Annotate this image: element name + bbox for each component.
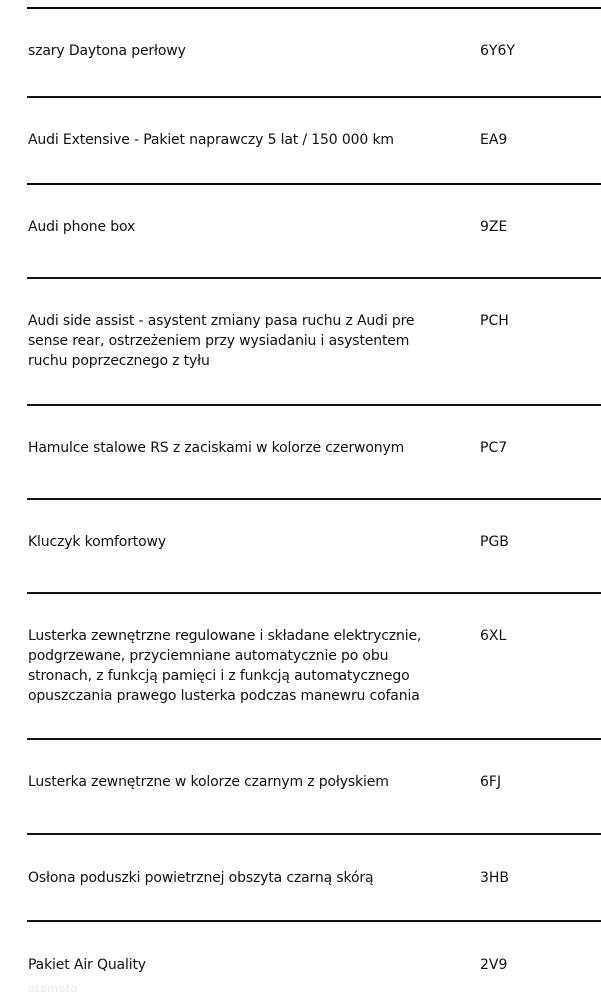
equipment-code: 3HB bbox=[480, 870, 510, 886]
equipment-name: Audi Extensive - Pakiet naprawczy 5 lat / 150 000 km bbox=[28, 132, 394, 148]
row-divider bbox=[27, 183, 601, 185]
equipment-name: Audi phone box bbox=[28, 219, 136, 235]
equipment-code: 2V9 bbox=[480, 957, 508, 973]
row-divider bbox=[27, 96, 601, 98]
row-divider bbox=[27, 404, 601, 406]
equipment-name: Kluczyk komfortowy bbox=[28, 534, 166, 550]
equipment-code: 6Y6Y bbox=[480, 43, 515, 59]
row-divider bbox=[27, 738, 601, 740]
equipment-name: Hamulce stalowe RS z zaciskami w kolorze czerwonym bbox=[28, 440, 405, 456]
row-divider bbox=[27, 498, 601, 500]
equipment-code: 6XL bbox=[480, 628, 507, 644]
row-divider bbox=[27, 592, 601, 594]
equipment-code: EA9 bbox=[480, 132, 508, 148]
equipment-name: Audi side assist - asystent zmiany pasa ruchu z Audi pre sense rear, ostrzeżeniem przy wysiadaniu i asystentem ruchu poprzecznego z tyłu bbox=[28, 313, 415, 369]
row-divider bbox=[27, 920, 601, 922]
equipment-code: 9ZE bbox=[480, 219, 508, 235]
watermark: otomoto bbox=[28, 982, 78, 995]
equipment-name: Osłona poduszki powietrznej obszyta czarną skórą bbox=[28, 870, 374, 886]
equipment-name: Lusterka zewnętrzne regulowane i składane elektrycznie, podgrzewane, przyciemniane automatycznie po obu stronach, z funkcją pamięci i z funkcją automatycznego opuszczania prawego lusterka podczas manewru cofania bbox=[28, 628, 422, 704]
equipment-code: PC7 bbox=[480, 440, 508, 456]
equipment-code: 6FJ bbox=[480, 774, 502, 790]
row-divider bbox=[27, 833, 601, 835]
equipment-name: Pakiet Air Quality bbox=[28, 957, 146, 973]
row-divider bbox=[27, 277, 601, 279]
equipment-code: PCH bbox=[480, 313, 509, 329]
equipment-name: szary Daytona perłowy bbox=[28, 43, 186, 59]
equipment-code: PGB bbox=[480, 534, 509, 550]
equipment-name: Lusterka zewnętrzne w kolorze czarnym z połyskiem bbox=[28, 774, 389, 790]
row-divider bbox=[27, 7, 601, 9]
